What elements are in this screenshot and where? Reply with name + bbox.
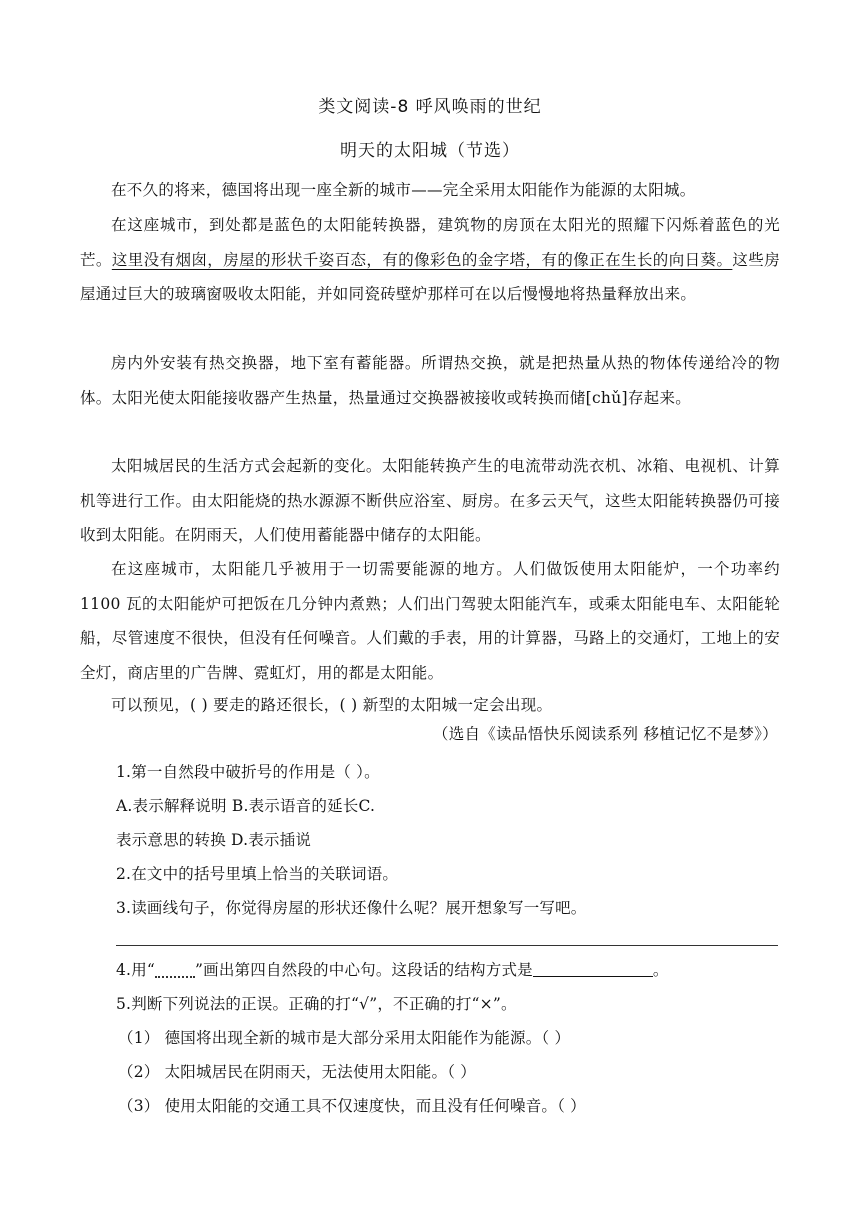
question-5-item-2: （2） 太阳城居民在阴雨天，无法使用太阳能。（ ） [118, 1063, 476, 1081]
paragraph-2-rest: 这些房屋通过巨大的玻璃窗吸收太阳能，并如同瓷砖壁炉那样可在以后慢慢地将热量释放出来。 [80, 250, 780, 303]
question-1-options-a-b: A.表示解释说明 B.表示语音的延长C. [116, 797, 376, 815]
question-5-item-1: （1） 德国将出现全新的城市是大部分采用太阳能作为能源。（ ） [118, 1029, 571, 1047]
paragraph-6: 可以预见，( ) 要走的路还很长，( ) 新型的太阳城一定会出现。 [111, 696, 553, 714]
paragraph-2 [80, 208, 780, 312]
source-citation: （选自《读品悟快乐阅读系列 移植记忆不是梦》） [432, 725, 778, 743]
question-4 [116, 958, 669, 980]
question-5: 5.判断下列说法的正误。正确的打“√”，不正确的打“×”。 [116, 995, 517, 1013]
question-1: 1.第一自然段中破折号的作用是（ ）。 [116, 763, 380, 781]
page-title: 类文阅读-8 呼风唤雨的世纪 [318, 97, 542, 117]
question-4-prefix: 4.用“ [116, 961, 156, 979]
paragraph-1: 在不久的将来，德国将出现一座全新的城市——完全采用太阳能作为能源的太阳城。 [111, 181, 696, 199]
paragraph-2-text: 在这座城市，到处都是蓝色的太阳能转换器，建筑物的房顶在太阳光的照耀下闪烁着蓝色的光芒。 [80, 216, 780, 269]
paragraph-3: 房内外安装有热交换器，地下室有蓄能器。所谓热交换，就是把热量从热的物体传递给冷的物体。太阳光使太阳能接收器产生热量，热量通过交换器被接收或转换而储[chǔ]存起来。 [80, 354, 780, 407]
underlined-sentence: 这里没有烟囱，房屋的形状千姿百态，有的像彩色的金字塔，有的像正在生长的向日葵。 [111, 250, 733, 269]
question-2: 2.在文中的括号里填上恰当的关联词语。 [116, 865, 399, 883]
wavy-line-mark [155, 966, 195, 978]
question-1-options-c-d: 表示意思的转换 D.表示插说 [116, 831, 312, 849]
article-title: 明天的太阳城（节选） [340, 141, 520, 161]
question-4-text: ”画出第四自然段的中心句。这段话的结构方式是 [195, 961, 533, 979]
paragraph-5: 在这座城市，太阳能几乎被用于一切需要能源的地方。人们做饭使用太阳能炉，一个功率约 1100 瓦的太阳能炉可把饭在几分钟内煮熟；人们出门驾驶太阳能汽车，或乘太阳能电车、太阳能轮船，尽管速度不很快，但没有任何噪音。人们戴的手表，用的计算器，马路上的交通灯，工地上的安全灯，商店里的广告牌、霓虹灯，用的都是太阳能。 [80, 560, 780, 682]
answer-line[interactable] [116, 945, 778, 946]
answer-blank[interactable] [533, 962, 653, 977]
paragraph-4: 太阳城居民的生活方式会起新的变化。太阳能转换产生的电流带动洗衣机、冰箱、电视机、计算机等进行工作。由太阳能烧的热水源源不断供应浴室、厨房。在多云天气，这些太阳能转换器仍可接收到太阳能。在阴雨天，人们使用蓄能器中储存的太阳能。 [80, 457, 780, 544]
question-5-item-3: （3） 使用太阳能的交通工具不仅速度快，而且没有任何噪音。（ ） [118, 1097, 586, 1115]
question-3: 3.读画线句子，你觉得房屋的形状还像什么呢？展开想象写一写吧。 [116, 899, 587, 917]
question-4-suffix: 。 [652, 961, 669, 979]
